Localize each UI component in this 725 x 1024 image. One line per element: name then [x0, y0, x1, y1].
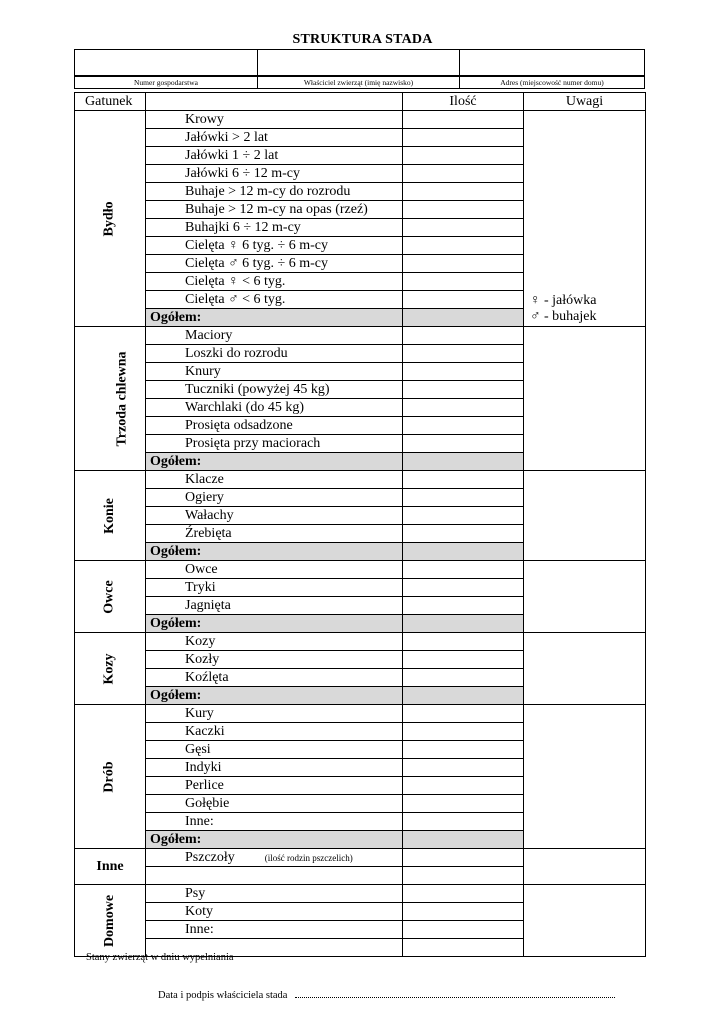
notes-cell[interactable]	[524, 561, 646, 633]
count-cell[interactable]	[403, 705, 524, 723]
farm-header	[74, 49, 645, 89]
item-label: Inne:	[185, 921, 214, 937]
list-item	[146, 399, 403, 417]
item-label: Inne:	[185, 813, 214, 829]
count-cell[interactable]	[403, 129, 524, 147]
count-cell[interactable]	[403, 111, 524, 129]
count-cell[interactable]	[403, 219, 524, 237]
count-cell[interactable]	[403, 273, 524, 291]
count-cell[interactable]	[403, 363, 524, 381]
list-item	[146, 237, 403, 255]
group-label-drob	[75, 705, 146, 849]
item-label: Buhajki 6 ÷ 12 m-cy	[185, 219, 301, 235]
signature-dotted-line[interactable]	[295, 989, 615, 998]
count-cell[interactable]	[403, 939, 524, 957]
list-item	[146, 507, 403, 525]
count-cell[interactable]	[403, 651, 524, 669]
item-label: Kozły	[185, 651, 220, 667]
table-row	[75, 705, 646, 723]
notes-cell[interactable]	[524, 885, 646, 957]
count-cell[interactable]	[403, 903, 524, 921]
count-cell[interactable]	[403, 399, 524, 417]
item-label: Prosięta przy maciorach	[185, 435, 321, 451]
item-label: Jałówki 6 ÷ 12 m-cy	[185, 165, 301, 181]
table-row	[75, 471, 646, 489]
group-label-text: Trzoda chlewna	[114, 350, 130, 447]
item-label: Koźlęta	[185, 669, 229, 685]
group-label-owce	[75, 561, 146, 633]
count-cell[interactable]	[403, 435, 524, 453]
list-item	[146, 183, 403, 201]
item-label: Kozy	[185, 633, 216, 649]
item-label: Pszczoły	[185, 849, 235, 865]
total-label: Ogółem:	[146, 453, 403, 471]
total-count-cell[interactable]	[403, 453, 524, 471]
count-cell[interactable]	[403, 813, 524, 831]
document-title: STRUKTURA STADA	[292, 32, 433, 47]
list-item	[146, 849, 403, 867]
column-header-blank	[146, 93, 403, 111]
farm-number-field[interactable]	[74, 49, 258, 76]
notes-cell[interactable]	[524, 705, 646, 849]
count-cell[interactable]	[403, 381, 524, 399]
group-label-konie	[75, 471, 146, 561]
total-count-cell[interactable]	[403, 831, 524, 849]
notes-cell[interactable]	[524, 849, 646, 885]
list-item	[146, 345, 403, 363]
list-item	[146, 255, 403, 273]
list-item	[146, 363, 403, 381]
item-label: Warchlaki (do 45 kg)	[185, 399, 304, 415]
column-header-count: Ilość	[403, 93, 524, 111]
item-label: Indyki	[185, 759, 222, 775]
list-item	[146, 633, 403, 651]
total-count-cell[interactable]	[403, 615, 524, 633]
count-cell[interactable]	[403, 147, 524, 165]
count-cell[interactable]	[403, 507, 524, 525]
item-label: Koty	[185, 903, 213, 919]
count-cell[interactable]	[403, 921, 524, 939]
item-label: Prosięta odsadzone	[185, 417, 293, 433]
count-cell[interactable]	[403, 345, 524, 363]
group-label-bydlo	[75, 111, 146, 327]
item-label: Buhaje > 12 m-cy do rozrodu	[185, 183, 351, 199]
farm-number-caption: Numer gospodarstwa	[74, 76, 258, 89]
table-row	[75, 633, 646, 651]
count-cell[interactable]	[403, 867, 524, 885]
list-item	[146, 489, 403, 507]
list-item	[146, 129, 403, 147]
total-label: Ogółem:	[146, 687, 403, 705]
item-label: Knury	[185, 363, 221, 379]
group-label-inne	[75, 849, 146, 885]
group-label-text: Inne	[96, 858, 124, 874]
item-label: Krowy	[185, 111, 224, 127]
list-item	[146, 111, 403, 129]
list-item	[146, 219, 403, 237]
count-cell[interactable]	[403, 417, 524, 435]
item-label: Tryki	[185, 579, 216, 595]
list-item	[146, 525, 403, 543]
owner-caption: Właściciel zwierząt (imię nazwisko)	[257, 76, 460, 89]
table-row	[75, 885, 646, 903]
group-label-text: Konie	[102, 497, 117, 534]
table-row	[75, 111, 646, 129]
list-item	[146, 435, 403, 453]
item-label: Loszki do rozrodu	[185, 345, 288, 361]
list-item	[146, 201, 403, 219]
total-label: Ogółem:	[146, 543, 403, 561]
count-cell[interactable]	[403, 597, 524, 615]
legend-male: ♂ - buhajek	[530, 309, 597, 324]
list-item	[146, 561, 403, 579]
count-cell[interactable]	[403, 885, 524, 903]
herd-structure-table	[74, 92, 646, 957]
item-label: Ogiery	[185, 489, 224, 505]
item-label: Maciory	[185, 327, 233, 343]
list-item	[146, 327, 403, 345]
group-label-text: Kozy	[101, 652, 117, 685]
total-count-cell[interactable]	[403, 543, 524, 561]
item-label: Gołębie	[185, 795, 230, 811]
list-item	[146, 273, 403, 291]
count-cell[interactable]	[403, 201, 524, 219]
group-label-kozy	[75, 633, 146, 705]
table-row	[75, 849, 646, 867]
total-label: Ogółem:	[146, 831, 403, 849]
group-label-text: Domowe	[101, 894, 117, 947]
total-label: Ogółem:	[146, 615, 403, 633]
total-label: Ogółem:	[146, 309, 403, 327]
group-label-domowe	[75, 885, 146, 957]
list-item	[146, 777, 403, 795]
count-cell[interactable]	[403, 471, 524, 489]
footer-note: Stany zwierząt w dniu wypełniania	[86, 952, 234, 963]
list-item	[146, 651, 403, 669]
count-cell[interactable]	[403, 579, 524, 597]
item-label: Cielęta ♀ < 6 tyg.	[185, 273, 286, 289]
list-item	[146, 795, 403, 813]
list-item	[146, 885, 403, 903]
group-label-text: Owce	[102, 579, 117, 614]
item-label: Perlice	[185, 777, 224, 793]
list-item	[146, 723, 403, 741]
item-label: Cielęta ♂ 6 tyg. ÷ 6 m-cy	[185, 255, 328, 271]
item-label: Klacze	[185, 471, 224, 487]
signature-label: Data i podpis właściciela stada	[158, 990, 288, 1001]
item-label: Cielęta ♀ 6 tyg. ÷ 6 m-cy	[185, 237, 328, 253]
list-item	[146, 165, 403, 183]
group-label-text: Bydło	[101, 200, 117, 237]
count-cell[interactable]	[403, 489, 524, 507]
notes-cell[interactable]	[524, 327, 646, 471]
count-cell[interactable]	[403, 183, 524, 201]
list-item	[146, 813, 403, 831]
group-label-trzoda	[75, 327, 146, 471]
item-label: Cielęta ♂ < 6 tyg.	[185, 291, 286, 307]
list-item	[146, 759, 403, 777]
item-label: Owce	[185, 561, 218, 577]
count-cell[interactable]	[403, 759, 524, 777]
count-cell[interactable]	[403, 291, 524, 309]
total-count-cell[interactable]	[403, 309, 524, 327]
list-item	[146, 921, 403, 939]
count-cell[interactable]	[403, 327, 524, 345]
item-label: Gęsi	[185, 741, 211, 757]
signature-line	[158, 989, 615, 1001]
count-cell[interactable]	[403, 723, 524, 741]
item-label: Kaczki	[185, 723, 225, 739]
count-cell[interactable]	[403, 255, 524, 273]
count-cell[interactable]	[403, 741, 524, 759]
notes-cell[interactable]	[524, 633, 646, 705]
list-item	[146, 741, 403, 759]
count-cell[interactable]	[403, 795, 524, 813]
list-item	[146, 705, 403, 723]
count-cell[interactable]	[403, 237, 524, 255]
list-item	[146, 579, 403, 597]
list-item[interactable]	[146, 867, 403, 885]
address-caption: Adres (miejscowość numer domu)	[459, 76, 645, 89]
notes-cell[interactable]	[524, 471, 646, 561]
list-item	[146, 471, 403, 489]
count-cell[interactable]	[403, 561, 524, 579]
item-label: Psy	[185, 885, 206, 901]
list-item	[146, 417, 403, 435]
item-label: Jagnięta	[185, 597, 231, 613]
list-item	[146, 903, 403, 921]
table-row	[75, 327, 646, 345]
total-count-cell[interactable]	[403, 687, 524, 705]
item-label: Wałachy	[185, 507, 234, 523]
count-cell[interactable]	[403, 849, 524, 867]
item-label: Jałówki 1 ÷ 2 lat	[185, 147, 279, 163]
bee-colonies-note: (ilość rodzin pszczelich)	[264, 852, 353, 863]
address-field[interactable]	[459, 49, 645, 76]
table-row	[75, 561, 646, 579]
group-label-text: Drób	[102, 760, 117, 793]
legend-female: ♀ - jałówka	[530, 293, 597, 308]
owner-field[interactable]	[257, 49, 460, 76]
count-cell[interactable]	[403, 525, 524, 543]
count-cell[interactable]	[403, 669, 524, 687]
item-label: Źrebięta	[185, 525, 232, 541]
list-item	[146, 669, 403, 687]
item-label: Tuczniki (powyżej 45 kg)	[185, 381, 330, 397]
list-item	[146, 381, 403, 399]
list-item	[146, 291, 403, 309]
item-label: Buhaje > 12 m-cy na opas (rzeź)	[185, 201, 368, 217]
column-header-notes: Uwagi	[524, 93, 646, 111]
item-label: Kury	[185, 705, 214, 721]
item-label: Jałówki > 2 lat	[185, 129, 268, 145]
list-item	[146, 597, 403, 615]
count-cell[interactable]	[403, 633, 524, 651]
list-item	[146, 147, 403, 165]
column-header-species: Gatunek	[75, 93, 146, 111]
count-cell[interactable]	[403, 777, 524, 795]
count-cell[interactable]	[403, 165, 524, 183]
notes-cell[interactable]	[524, 111, 646, 327]
